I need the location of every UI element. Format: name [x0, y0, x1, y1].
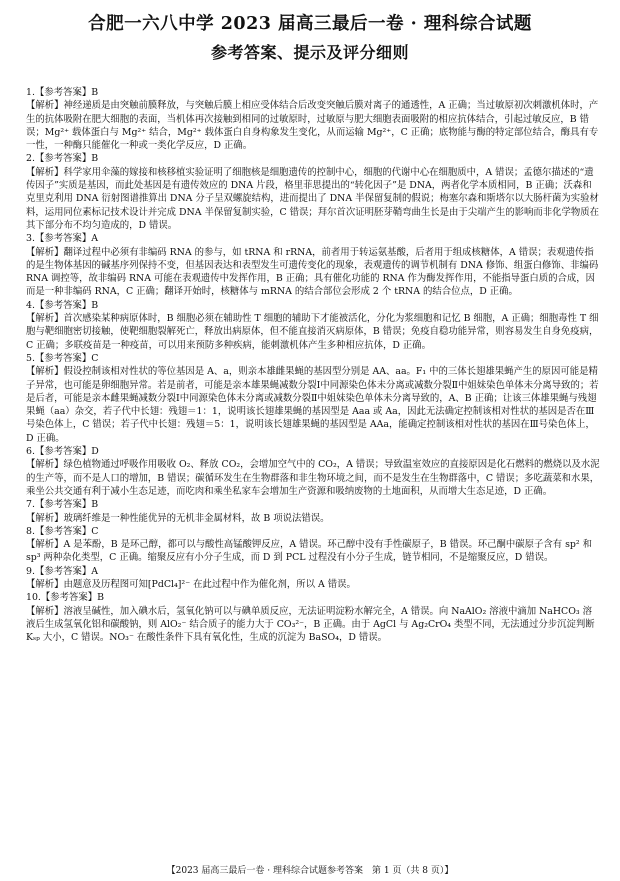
answer-item-8 [26, 525, 600, 565]
explanation-8: 【解析】A 是苯酚，B 是环己醇，都可以与酸性高锰酸钾反应，A 错误。环己醇中没有手性碳原子，B 错误。环己酮中碳原子含有 sp² 和 sp³ 两种杂化类型，C 正确。缩聚反应有小分子生成，而 D 到 PCL 过程没有小分子生成，链节相同，不是缩聚反应，D 错误。 [26, 539, 593, 564]
answer-item-2 [26, 152, 600, 232]
answer-item-3 [26, 232, 600, 298]
answer-item-5 [26, 352, 600, 445]
answer-list [26, 86, 600, 644]
document-title: 合肥一六八中学 2023 届高三最后一卷 · 理科综合试题 [88, 14, 532, 34]
answer-key-2: 2.【参考答案】B [26, 153, 99, 165]
answer-key-3: 3.【参考答案】A [26, 233, 98, 245]
explanation-9: 【解析】由题意及历程图可知[PdCl₄]²⁻ 在此过程中作为催化剂，所以 A 错误。 [26, 578, 356, 590]
answer-key-9: 9.【参考答案】A [26, 565, 98, 577]
explanation-7: 【解析】玻璃纤维是一种性能优异的无机非金属材料，故 B 项说法错误。 [26, 512, 330, 524]
explanation-6: 【解析】绿色植物通过呼吸作用吸收 O₂、释放 CO₂，会增加空气中的 CO₂，A 错误；导致温室效应的直接原因是化石燃料的燃烧以及水泥的生产等，而不是人口的增加，B 错误；碳循环发生在生物群落和非生物环境之间，而不是发生在生物群落中，C 错误；多吃蔬菜和水果，乘坐公共交通有利于减小生态足迹，而吃肉和乘坐私家车会增加生产资源和吸纳废物的土地面积，从而增大生态足迹，D 正确。 [26, 459, 600, 497]
explanation-4: 【解析】首次感染某种病原体时，B 细胞必须在辅助性 T 细胞的辅助下才能被活化，分化为浆细胞和记忆 B 细胞，A 正确；细胞毒性 T 细胞与靶细胞密切接触，使靶细胞裂解死亡，释放出病原体，但不能直接消灭病原体，B 错误；免疫自稳功能异常，则容易发生自身免疫病，C 正确；多联疫苗是一种疫苗，可以用来预防多种疾病，能刺激机体产生多种相应抗体，D 正确。 [26, 313, 599, 351]
explanation-2: 【解析】科学家用伞藻的嫁接和核移植实验证明了细胞核是细胞遗传的控制中心，细胞的代谢中心在细胞质中，A 错误；孟德尔描述的“遗传因子”实质是基因，而此处基因是有遗传效应的 DNA 片段，格里菲思提出的“转化因子”是 DNA，两者化学本质相同，B 正确；沃森和克里克利用 DNA 衍射图谱推算出 DNA 分子呈双螺旋结构，进而提出了 DNA 半保留复制的假说；梅塞尔森和斯塔尔以大肠杆菌为实验材料，运用同位素标记技术设计并完成 DNA 半保留复制实验，C 错误；拜尔首次证明胚芽鞘弯曲生长是由于尖端产生的影响而非化学物质在其下部分布不均匀造成的，D 错误。 [26, 166, 599, 231]
answer-item-9 [26, 565, 600, 592]
answer-item-1 [26, 86, 600, 152]
answer-key-6: 6.【参考答案】D [26, 446, 99, 458]
answer-key-8: 8.【参考答案】C [26, 525, 99, 537]
explanation-10: 【解析】溶液呈碱性，加入碘水后，氢氧化钠可以与碘单质反应，无法证明淀粉水解完全，A 错误。向 NaAlO₂ 溶液中滴加 NaHCO₃ 溶液后生成氢氧化铝和碳酸钠，则 AlO₂⁻ 结合质子的能力大于 CO₃²⁻，B 正确。由于 AgCl 与 Ag₂CrO₄ 类型不同，无法通过分步沉淀判断 Kₛₚ 大小，C 错误。NO₃⁻ 在酸性条件下具有氧化性，生成的沉淀为 BaSO₄，D 错误。 [26, 605, 595, 644]
answer-key-7: 7.【参考答案】B [26, 499, 99, 511]
answer-item-4 [26, 299, 600, 352]
explanation-5: 【解析】假设控制该相对性状的等位基因是 A、a，则亲本雄雌果蝇的基因型分别是 AA、aa。F₁ 中的三体长翅雄果蝇产生的原因可能是精子异常，也可能是卵细胞异常。若是前者，可能是亲本雄果蝇减数分裂Ⅰ中同源染色体未分离或减数分裂Ⅱ中姐妹染色单体未分离导致的；若是后者，可能是亲本雌果蝇减数分裂Ⅰ中同源染色体未分离或减数分裂Ⅱ中姐妹染色单体未分离导致的，A、B 正确；让该三体雄果蝇与残翅果蝇（aa）杂交，若子代中长翅：残翅＝1：1，说明该长翅雄果蝇的基因型是 Aaa 或 Aa，因此无法确定控制该相对性状的基因是否在Ⅲ号染色体上，C 错误；若子代中长翅：残翅＝5：1，说明该长翅雄果蝇的基因型是 AAa，能确定控制该相对性状的基因在Ⅲ号染色体上，D 正确。 [26, 366, 599, 444]
answer-key-5: 5.【参考答案】C [26, 352, 99, 364]
page-footer: 【2023 届高三最后一卷 · 理科综合试题参考答案 第 1 页（共 8 页）】 [166, 866, 454, 876]
answer-key-4: 4.【参考答案】B [26, 299, 99, 311]
answer-item-7 [26, 498, 600, 525]
answer-item-10 [26, 591, 600, 644]
explanation-1: 【解析】神经递质是由突触前膜释放，与突触后膜上相应受体结合后改变突触后膜对离子的通透性，A 正确；当过敏原初次刺激机体时，产生的抗体吸附在肥大细胞的表面，当机体再次接触到相同的过敏原时，过敏原与肥大细胞表面吸附的相应抗体结合，引起过敏反应，B 错误；Mg²⁺ 载体蛋白与 Mg²⁺ 结合，Mg²⁺ 载体蛋白自身构象发生变化，从而运输 Mg²⁺，C 正确；底物能与酶的特定部位结合，酶具有专一性，一种酶只能催化一种或一类化学反应，D 正确。 [26, 100, 599, 152]
document-subtitle: 参考答案、提示及评分细则 [210, 43, 409, 62]
explanation-3: 【解析】翻译过程中必须有非编码 RNA 的参与，如 tRNA 和 rRNA，前者用于转运氨基酸，后者用于组成核糖体，A 错误；表观遗传指的是生物体基因的碱基序列保持不变，但基因表达和表型发生可遗传变化的现象，表观遗传的调节机制有 DNA 修饰、组蛋白修饰、非编码 RNA 调控等，故非编码 RNA 可能在表观遗传中发挥作用，B 正确；具有催化功能的 RNA 作为酶发挥作用，不能指导蛋白质的合成，因而是一种非编码 RNA，C 正确；翻译开始时，核糖体与 mRNA 的结合部位会形成 2 个 tRNA 的结合位点，D 正确。 [26, 246, 599, 298]
answer-key-1: 1.【参考答案】B [26, 87, 99, 98]
answer-key-10: 10.【参考答案】B [26, 592, 105, 604]
answer-item-6 [26, 445, 600, 498]
